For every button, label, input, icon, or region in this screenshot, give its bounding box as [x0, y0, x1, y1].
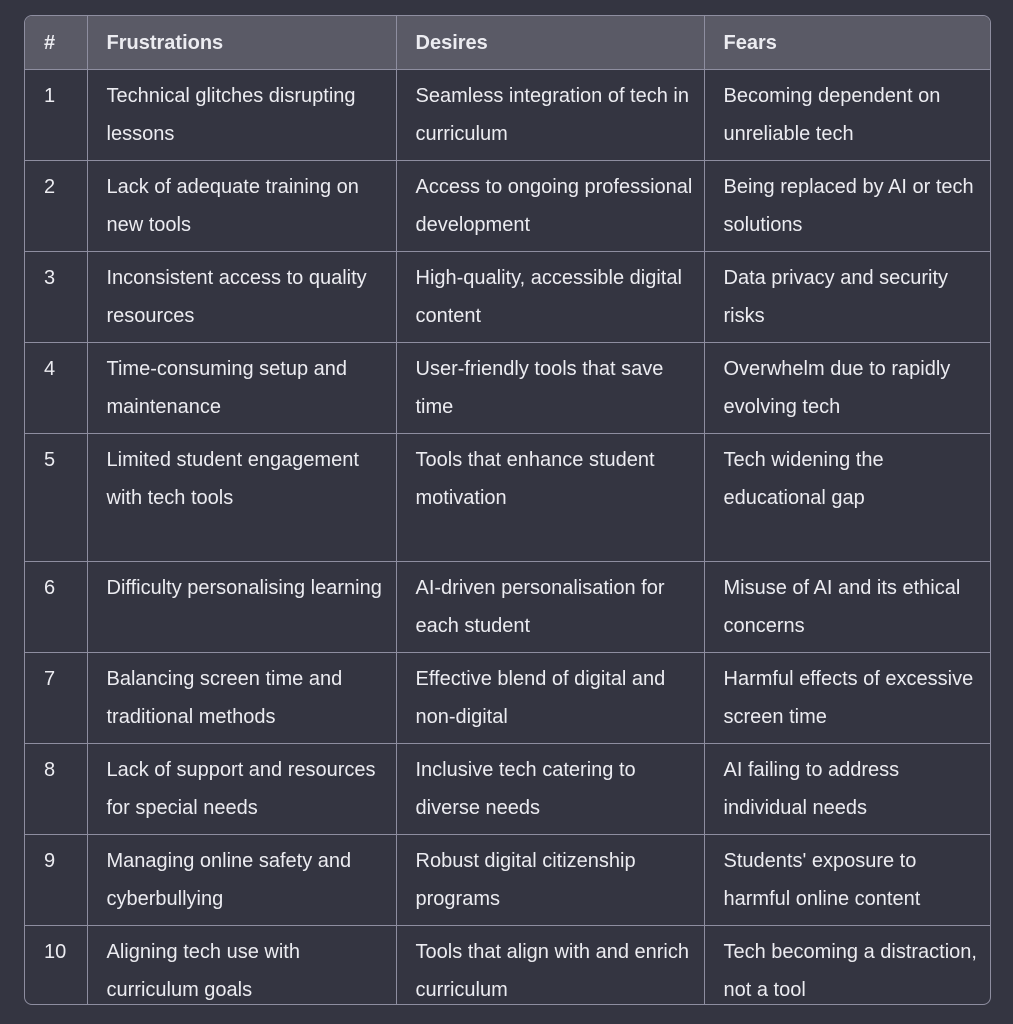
- row-num: 2: [25, 161, 87, 252]
- row-fear: Tech widening the educational gap: [704, 434, 991, 562]
- table-row: [25, 562, 991, 653]
- table-row: [25, 70, 991, 161]
- row-desire: AI-driven personalisation for each student: [396, 562, 704, 653]
- row-desire: Effective blend of digital and non-digital: [396, 653, 704, 744]
- row-frustration: Time-consuming setup and maintenance: [87, 343, 396, 434]
- row-desire: User-friendly tools that save time: [396, 343, 704, 434]
- row-desire: Access to ongoing professional development: [396, 161, 704, 252]
- row-frustration: Technical glitches disrupting lessons: [87, 70, 396, 161]
- table-row: [25, 744, 991, 835]
- row-frustration: Inconsistent access to quality resources: [87, 252, 396, 343]
- header-row: [25, 16, 991, 70]
- row-fear: Misuse of AI and its ethical concerns: [704, 562, 991, 653]
- row-fear: Harmful effects of excessive screen time: [704, 653, 991, 744]
- row-frustration: Balancing screen time and traditional methods: [87, 653, 396, 744]
- row-num: 7: [25, 653, 87, 744]
- row-fear: Data privacy and security risks: [704, 252, 991, 343]
- row-frustration: Difficulty personalising learning: [87, 562, 396, 653]
- header-desires: Desires: [396, 16, 704, 70]
- row-desire: Seamless integration of tech in curriculum: [396, 70, 704, 161]
- row-fear: Being replaced by AI or tech solutions: [704, 161, 991, 252]
- row-desire: Robust digital citizenship programs: [396, 835, 704, 926]
- table-row: [25, 835, 991, 926]
- row-num: 5: [25, 434, 87, 562]
- row-num: 4: [25, 343, 87, 434]
- row-fear: Students' exposure to harmful online content: [704, 835, 991, 926]
- row-desire: Inclusive tech catering to diverse needs: [396, 744, 704, 835]
- persona-table: [24, 15, 991, 1005]
- row-desire: Tools that align with and enrich curriculum: [396, 926, 704, 1006]
- header-frustrations: Frustrations: [87, 16, 396, 70]
- header-fears: Fears: [704, 16, 991, 70]
- row-num: 6: [25, 562, 87, 653]
- table-body: [25, 70, 991, 1006]
- row-frustration: Managing online safety and cyberbullying: [87, 835, 396, 926]
- row-frustration: Aligning tech use with curriculum goals: [87, 926, 396, 1006]
- row-fear: Overwhelm due to rapidly evolving tech: [704, 343, 991, 434]
- table-row: [25, 434, 991, 562]
- row-frustration: Lack of support and resources for special needs: [87, 744, 396, 835]
- row-frustration: Lack of adequate training on new tools: [87, 161, 396, 252]
- header-num: #: [25, 16, 87, 70]
- row-fear: AI failing to address individual needs: [704, 744, 991, 835]
- table-row: [25, 161, 991, 252]
- row-fear: Becoming dependent on unreliable tech: [704, 70, 991, 161]
- row-desire: Tools that enhance student motivation: [396, 434, 704, 562]
- row-num: 3: [25, 252, 87, 343]
- row-desire: High-quality, accessible digital content: [396, 252, 704, 343]
- row-num: 9: [25, 835, 87, 926]
- table-row: [25, 926, 991, 1006]
- table-row: [25, 653, 991, 744]
- row-num: 8: [25, 744, 87, 835]
- table-row: [25, 343, 991, 434]
- row-fear: Tech becoming a distraction, not a tool: [704, 926, 991, 1006]
- table-row: [25, 252, 991, 343]
- row-num: 10: [25, 926, 87, 1006]
- table-header: [25, 16, 991, 70]
- row-frustration: Limited student engagement with tech tools: [87, 434, 396, 562]
- frustrations-desires-fears-table: [25, 16, 991, 1005]
- row-num: 1: [25, 70, 87, 161]
